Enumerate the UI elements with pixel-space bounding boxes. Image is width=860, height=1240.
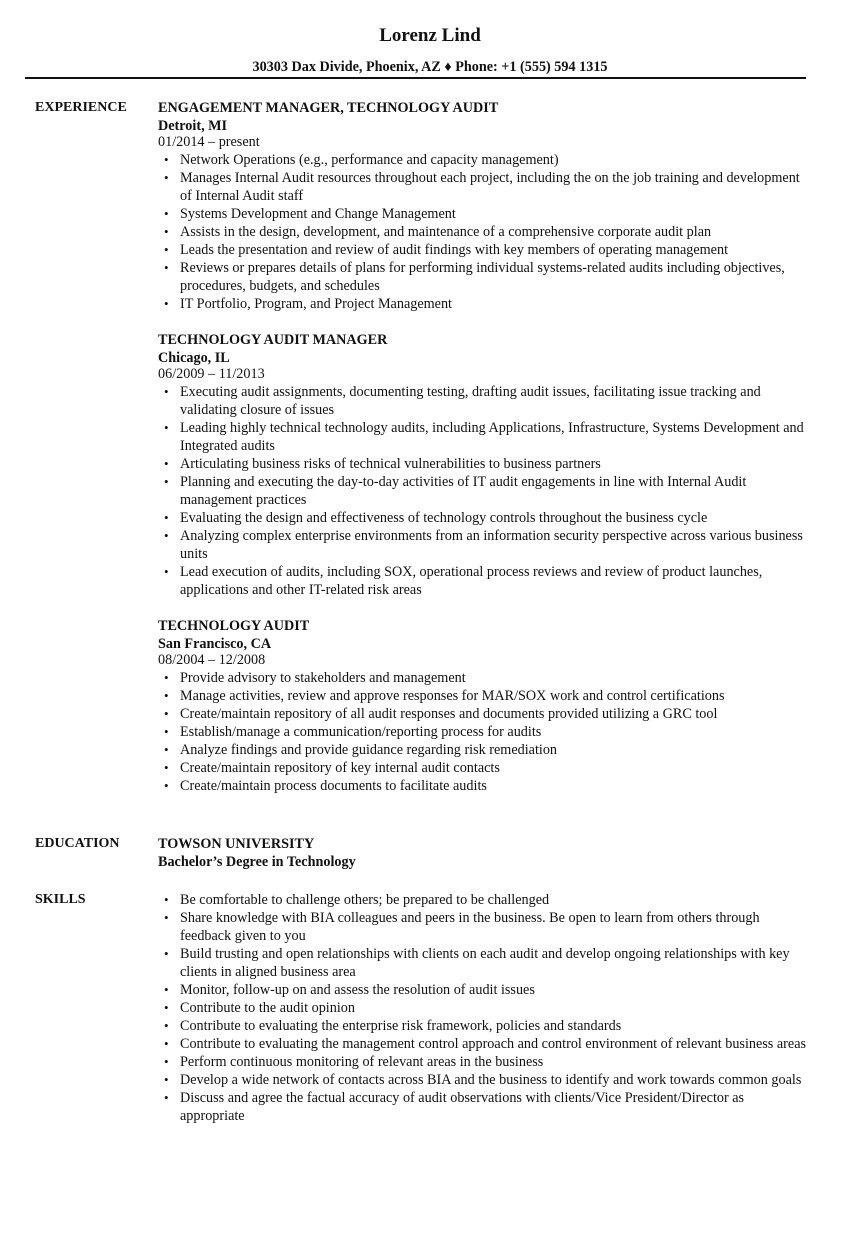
bullet-item: • Systems Development and Change Management [180,205,810,223]
skill-item: • Contribute to the audit opinion [180,999,810,1017]
job-bullets [158,151,810,313]
bullet-item: • Articulating business risks of technical vulnerabilities to business partners [180,455,810,473]
experience-body [158,99,810,813]
bullet-item: • Lead execution of audits, including SOX, operational process reviews and review of product launches, applications and other IT-related risk areas [180,563,810,599]
contact-line: 30303 Dax Divide, Phoenix, AZ ♦ Phone: +1 (555) 594 1315 [252,59,608,75]
skill-item: • Build trusting and open relationships with clients on each audit and develop ongoing relationships with key clients in aligned business area [180,945,810,981]
school-name: TOWSON UNIVERSITY [158,836,315,852]
bullet-item: • Assists in the design, development, and maintenance of a comprehensive corporate audit plan [180,223,810,241]
bullet-item: • Establish/manage a communication/reporting process for audits [180,723,810,741]
candidate-name: Lorenz Lind [379,25,481,46]
skill-item: • Contribute to evaluating the enterprise risk framework, policies and standards [180,1017,810,1035]
job-location: San Francisco, CA [158,636,272,652]
bullet-item: • Manages Internal Audit resources throughout each project, including the on the job training and development of Internal Audit staff [180,169,810,205]
bullet-item: • Planning and executing the day-to-day activities of IT audit engagements in line with Internal Audit management practices [180,473,810,509]
bullet-item: • Analyzing complex enterprise environments from an information security perspective across various business units [180,527,810,563]
job-title: TECHNOLOGY AUDIT [158,618,310,634]
bullet-item: • Create/maintain process documents to facilitate audits [180,777,810,795]
skill-item: • Discuss and agree the factual accuracy of audit observations with clients/Vice President/Director as appropriate [180,1089,810,1125]
section-label-experience: EXPERIENCE [35,100,127,115]
job-bullets [158,383,810,599]
bullet-item: • Leading highly technical technology audits, including Applications, Infrastructure, Systems Development and Integrated audits [180,419,810,455]
bullet-item: • Analyze findings and provide guidance regarding risk remediation [180,741,810,759]
bullet-item: • Evaluating the design and effectiveness of technology controls throughout the business cycle [180,509,810,527]
job-location: Chicago, IL [158,350,230,366]
skill-item: • Contribute to evaluating the management control approach and control environment of relevant business areas [180,1035,810,1053]
job-location: Detroit, MI [158,118,228,134]
education-body [158,835,810,871]
skill-item: • Be comfortable to challenge others; be prepared to be challenged [180,891,810,909]
job-dates: 06/2009 – 11/2013 [158,366,265,382]
section-label-education: EDUCATION [35,836,120,851]
section-label-skills: SKILLS [35,892,86,907]
degree: Bachelor’s Degree in Technology [158,854,356,870]
skill-item: • Develop a wide network of contacts across BIA and the business to identify and work towards common goals [180,1071,810,1089]
header-divider [25,77,806,79]
bullet-item: • Provide advisory to stakeholders and management [180,669,810,687]
job-title: TECHNOLOGY AUDIT MANAGER [158,332,388,348]
bullet-item: • Manage activities, review and approve responses for MAR/SOX work and control certifications [180,687,810,705]
job-title: ENGAGEMENT MANAGER, TECHNOLOGY AUDIT [158,100,499,116]
skill-item: • Share knowledge with BIA colleagues and peers in the business. Be open to learn from others through feedback given to you [180,909,810,945]
skills-list [158,891,810,1125]
skill-item: • Perform continuous monitoring of relevant areas in the business [180,1053,810,1071]
bullet-item: • Create/maintain repository of key internal audit contacts [180,759,810,777]
bullet-item: • IT Portfolio, Program, and Project Management [180,295,810,313]
job-bullets [158,669,810,795]
skills-body [158,891,810,1125]
skill-item: • Monitor, follow-up on and assess the resolution of audit issues [180,981,810,999]
job-dates: 08/2004 – 12/2008 [158,652,266,668]
job-dates: 01/2014 – present [158,134,260,150]
job-entry [158,617,810,795]
bullet-item: • Create/maintain repository of all audit responses and documents provided utilizing a GRC tool [180,705,810,723]
bullet-item: • Leads the presentation and review of audit findings with key members of operating management [180,241,810,259]
bullet-item: • Reviews or prepares details of plans for performing individual systems-related audits including objectives, procedures, budgets, and schedules [180,259,810,295]
bullet-item: • Executing audit assignments, documenting testing, drafting audit issues, facilitating issue tracking and validating closure of issues [180,383,810,419]
bullet-item: • Network Operations (e.g., performance and capacity management) [180,151,810,169]
job-entry [158,331,810,599]
job-entry [158,99,810,313]
